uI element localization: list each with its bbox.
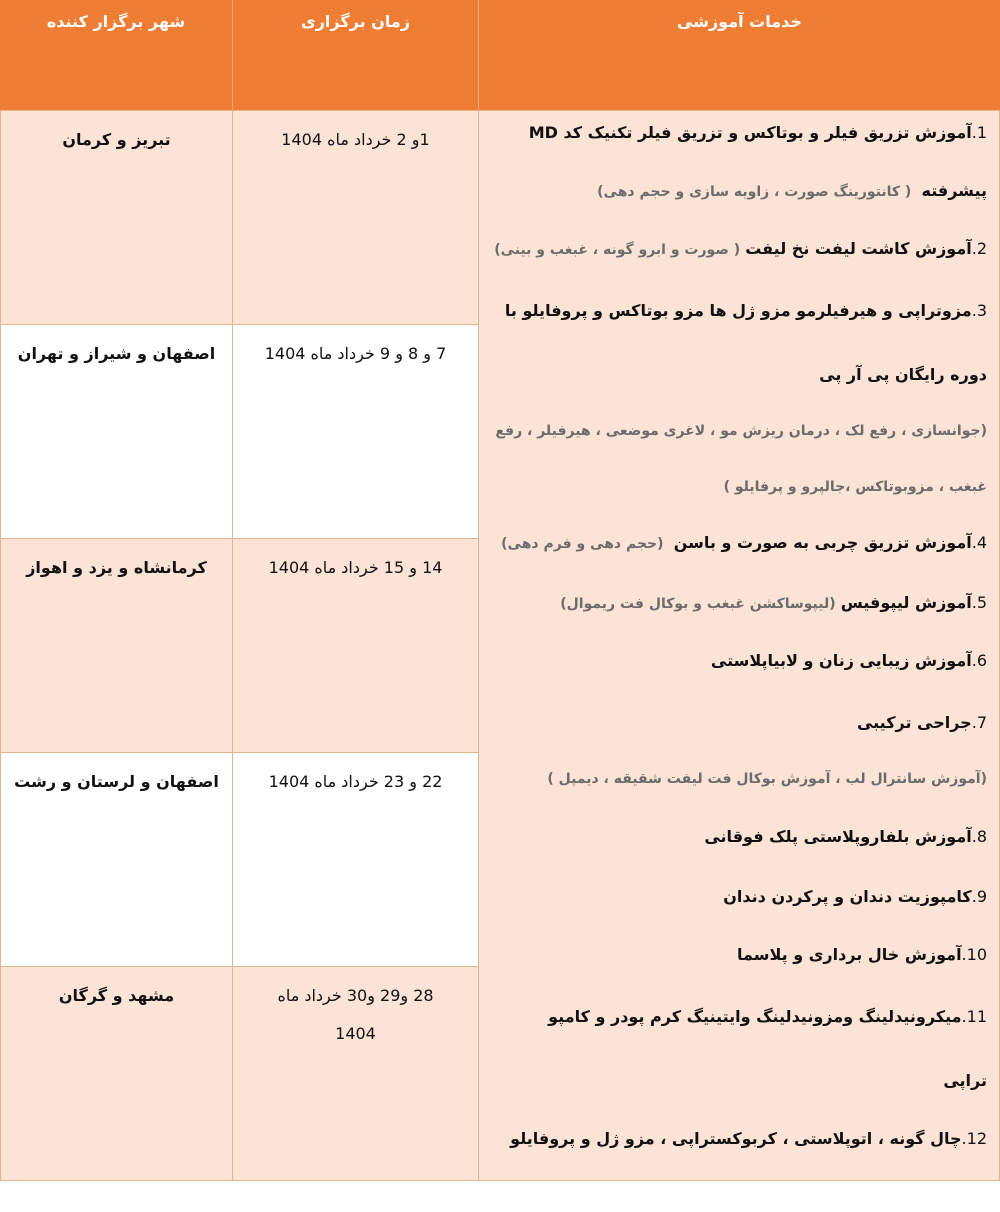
table-row	[232, 110, 479, 325]
city-cell: تبریز و کرمان	[62, 130, 171, 149]
service-title: آموزش زیبایی زنان و لابیاپلاستی	[710, 651, 972, 670]
service-note: (جوانسازی ، رفع لک ، درمان ریزش مو ، لاغری موضعی ، هیرفیلر ، رفع	[495, 423, 987, 439]
service-number: 3.	[971, 301, 987, 320]
service-title: کامپوزیت دندان و پرکردن دندان	[723, 887, 972, 906]
service-title: آموزش لیپوفیس	[840, 593, 972, 612]
table-header	[0, 0, 1000, 110]
city-cell: اصفهان و لرستان و رشت	[14, 772, 219, 791]
table-row	[232, 538, 479, 753]
service-number: 10.	[961, 945, 987, 964]
service-title: آموزش بلفاروپلاستی پلک فوقانی	[704, 827, 972, 846]
table-row	[232, 752, 479, 967]
service-item	[487, 533, 987, 554]
service-item	[487, 713, 987, 733]
service-item	[487, 1129, 987, 1149]
table-row	[0, 966, 233, 1181]
service-number: 8.	[971, 827, 987, 846]
service-item	[487, 123, 987, 143]
service-title: آموزش تزریق فیلر و بوتاکس و تزریق فیلر تکنیک کد MD	[528, 123, 972, 142]
service-title-cont: پیشرفته	[921, 181, 987, 200]
service-item	[487, 945, 987, 965]
service-number: 2.	[971, 239, 987, 258]
service-number: 6.	[971, 651, 987, 670]
service-title-cont: دوره رایگان پی آر پی	[819, 365, 987, 384]
service-note: (حجم دهی و فرم دهی)	[501, 536, 664, 552]
service-number: 5.	[971, 593, 987, 612]
service-title: میکرونیدلینگ ومزونیدلینگ وایتینیگ کرم پودر و کامپو	[548, 1007, 962, 1026]
service-item	[487, 651, 987, 671]
service-number: 4.	[971, 533, 987, 552]
service-item-cont	[487, 181, 987, 202]
service-item	[487, 593, 987, 614]
service-note: ( صورت و ابرو گونه ، غبغب و بینی)	[494, 242, 741, 258]
table-row	[232, 966, 479, 1181]
table-row	[232, 324, 479, 539]
header-services: خدمات آموزشی	[677, 12, 802, 31]
service-item	[487, 827, 987, 847]
service-note: غبغب ، مزوبوتاکس ،جالپرو و پرفایلو )	[723, 479, 987, 495]
service-title: جراحی ترکیبی	[856, 713, 972, 732]
service-title-cont: تراپی	[943, 1071, 987, 1090]
service-item-cont	[487, 1071, 987, 1091]
table-row	[0, 110, 233, 325]
table-row	[0, 752, 233, 967]
service-number: 1.	[971, 123, 987, 142]
table-row	[0, 538, 233, 753]
service-number: 11.	[961, 1007, 987, 1026]
header-time: زمان برگزاری	[301, 12, 410, 31]
service-note: ( کانتورینگ صورت ، زاویه سازی و حجم دهی)	[597, 184, 912, 200]
service-item	[487, 239, 987, 260]
time-cell: 7 و 8 و 9 خرداد ماه 1404	[264, 344, 447, 363]
city-cell: کرمانشاه و یزد و اهواز	[26, 558, 207, 577]
services-cell	[478, 110, 1000, 1181]
table-row	[0, 324, 233, 539]
service-note: (لیپوساکشن غبغب و بوکال فت ریموال)	[560, 596, 836, 612]
city-cell: اصفهان و شیراز و تهران	[17, 344, 216, 363]
service-item	[487, 301, 987, 321]
time-cell: 1و 2 خرداد ماه 1404	[281, 130, 430, 149]
service-title: مزوتراپی و هیرفیلرمو مزو ژل ها مزو بوتاکس و پروفایلو با	[504, 301, 972, 320]
service-item-cont	[487, 365, 987, 385]
service-note: (آموزش سانترال لب ، آموزش بوکال فت لیفت شقیقه ، دیمپل )	[547, 771, 987, 787]
service-title: آموزش خال برداری و پلاسما	[737, 945, 962, 964]
service-title: چال گونه ، اتوپلاستی ، کربوکستراپی ، مزو ژل و پروفایلو	[510, 1129, 962, 1148]
service-title: آموزش تزریق چربی به صورت و باسن	[673, 533, 972, 552]
time-cell: 22 و 23 خرداد ماه 1404	[268, 772, 443, 791]
service-item	[487, 1007, 987, 1027]
time-cell: 28 و29 و30 خرداد ماه 1404	[277, 986, 434, 1043]
service-number: 12.	[961, 1129, 987, 1148]
time-cell: 14 و 15 خرداد ماه 1404	[268, 558, 443, 577]
header-city: شهر برگزار کننده	[46, 12, 186, 31]
service-number: 9.	[971, 887, 987, 906]
city-cell: مشهد و گرگان	[58, 986, 175, 1005]
service-title: آموزش کاشت لیفت نخ لیفت	[745, 239, 972, 258]
service-item	[487, 887, 987, 907]
service-number: 7.	[971, 713, 987, 732]
